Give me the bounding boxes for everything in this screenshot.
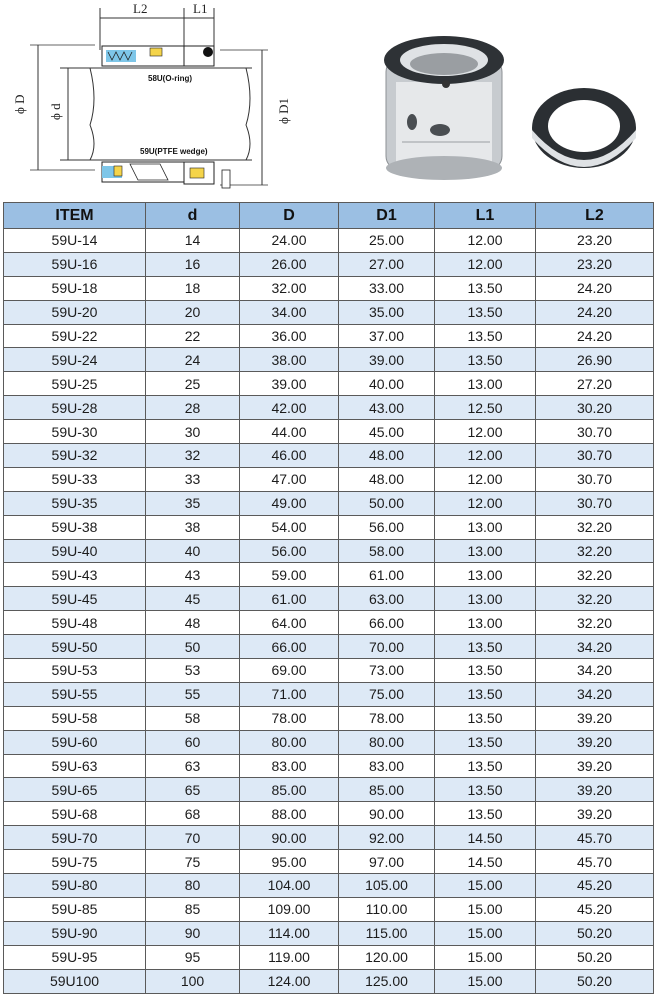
cell-d: 32 (146, 444, 240, 468)
cell-item: 59U-63 (4, 754, 146, 778)
table-row (4, 396, 654, 420)
cell-l2: 30.70 (536, 444, 654, 468)
cell-l2: 34.20 (536, 682, 654, 706)
table-row (4, 897, 654, 921)
cell-d: 80 (146, 874, 240, 898)
table-row (4, 778, 654, 802)
cell-l1: 13.50 (435, 659, 536, 683)
cell-item: 59U-70 (4, 826, 146, 850)
cell-item: 59U-68 (4, 802, 146, 826)
cell-l1: 13.50 (435, 635, 536, 659)
cell-l1: 14.50 (435, 850, 536, 874)
cell-item: 59U-53 (4, 659, 146, 683)
cell-l1: 13.50 (435, 276, 536, 300)
table-row (4, 611, 654, 635)
cell-outer-d: 64.00 (240, 611, 339, 635)
cell-outer-d: 124.00 (240, 969, 339, 993)
cell-d: 58 (146, 706, 240, 730)
cell-d: 45 (146, 587, 240, 611)
cell-d: 28 (146, 396, 240, 420)
cell-d1: 48.00 (339, 444, 435, 468)
cell-item: 59U-55 (4, 682, 146, 706)
cell-l1: 13.50 (435, 682, 536, 706)
table-row (4, 659, 654, 683)
cell-l2: 39.20 (536, 730, 654, 754)
cell-outer-d: 36.00 (240, 324, 339, 348)
cell-d: 48 (146, 611, 240, 635)
table-row (4, 754, 654, 778)
cell-d1: 40.00 (339, 372, 435, 396)
cell-l2: 30.70 (536, 491, 654, 515)
cell-l1: 13.50 (435, 730, 536, 754)
cell-d: 63 (146, 754, 240, 778)
cell-l1: 15.00 (435, 897, 536, 921)
cell-l2: 39.20 (536, 802, 654, 826)
cell-l1: 15.00 (435, 969, 536, 993)
cell-outer-d: 80.00 (240, 730, 339, 754)
cell-outer-d: 44.00 (240, 420, 339, 444)
cell-l1: 12.00 (435, 229, 536, 253)
table-row (4, 539, 654, 563)
cell-d1: 45.00 (339, 420, 435, 444)
cell-outer-d: 32.00 (240, 276, 339, 300)
cell-d1: 115.00 (339, 921, 435, 945)
product-header (0, 0, 657, 200)
cell-item: 59U-14 (4, 229, 146, 253)
table-row (4, 491, 654, 515)
cell-outer-d: 42.00 (240, 396, 339, 420)
cell-l1: 13.00 (435, 539, 536, 563)
cell-d1: 66.00 (339, 611, 435, 635)
table-row (4, 682, 654, 706)
label-phi-d1: ϕ D1 (276, 98, 291, 124)
cell-d: 43 (146, 563, 240, 587)
cell-item: 59U-24 (4, 348, 146, 372)
cell-l1: 13.00 (435, 372, 536, 396)
cell-l2: 39.20 (536, 706, 654, 730)
cell-d1: 80.00 (339, 730, 435, 754)
cell-d1: 63.00 (339, 587, 435, 611)
table-row (4, 252, 654, 276)
cell-outer-d: 38.00 (240, 348, 339, 372)
variant-top-label: 58U(O-ring) (148, 74, 192, 83)
cell-d1: 37.00 (339, 324, 435, 348)
cell-outer-d: 104.00 (240, 874, 339, 898)
cell-d1: 110.00 (339, 897, 435, 921)
cell-d: 20 (146, 300, 240, 324)
cell-d: 68 (146, 802, 240, 826)
cell-d: 50 (146, 635, 240, 659)
cell-outer-d: 26.00 (240, 252, 339, 276)
cell-item: 59U-22 (4, 324, 146, 348)
table-row (4, 372, 654, 396)
cell-d: 95 (146, 945, 240, 969)
cell-outer-d: 85.00 (240, 778, 339, 802)
cell-d1: 35.00 (339, 300, 435, 324)
table-row (4, 969, 654, 993)
header-l2: L2 (536, 203, 654, 229)
cell-d1: 73.00 (339, 659, 435, 683)
cell-item: 59U-16 (4, 252, 146, 276)
table-row (4, 467, 654, 491)
cell-l1: 13.00 (435, 587, 536, 611)
cell-l1: 12.00 (435, 467, 536, 491)
cell-d: 22 (146, 324, 240, 348)
cell-item: 59U-18 (4, 276, 146, 300)
table-row (4, 348, 654, 372)
cell-item: 59U-75 (4, 850, 146, 874)
cell-l1: 14.50 (435, 826, 536, 850)
cell-d: 70 (146, 826, 240, 850)
cell-outer-d: 69.00 (240, 659, 339, 683)
cell-item: 59U-65 (4, 778, 146, 802)
cell-d1: 56.00 (339, 515, 435, 539)
cell-outer-d: 54.00 (240, 515, 339, 539)
table-row (4, 826, 654, 850)
cell-d: 24 (146, 348, 240, 372)
cell-item: 59U-30 (4, 420, 146, 444)
table-row (4, 635, 654, 659)
cell-d: 90 (146, 921, 240, 945)
cell-l2: 32.20 (536, 587, 654, 611)
cell-d: 40 (146, 539, 240, 563)
cell-item: 59U-50 (4, 635, 146, 659)
cell-outer-d: 114.00 (240, 921, 339, 945)
cell-d1: 43.00 (339, 396, 435, 420)
table-row (4, 706, 654, 730)
label-l1: L1 (193, 1, 208, 16)
seal-product-photo (372, 18, 657, 198)
cell-d1: 92.00 (339, 826, 435, 850)
seal-cross-section-diagram (0, 0, 330, 200)
cell-l2: 23.20 (536, 229, 654, 253)
cell-d1: 120.00 (339, 945, 435, 969)
cell-outer-d: 83.00 (240, 754, 339, 778)
cell-d: 16 (146, 252, 240, 276)
cell-item: 59U-32 (4, 444, 146, 468)
cell-l1: 12.00 (435, 444, 536, 468)
cell-item: 59U-45 (4, 587, 146, 611)
cell-outer-d: 61.00 (240, 587, 339, 611)
cell-l2: 50.20 (536, 945, 654, 969)
cell-l2: 50.20 (536, 921, 654, 945)
table-row (4, 802, 654, 826)
cell-l1: 13.50 (435, 802, 536, 826)
cell-d: 35 (146, 491, 240, 515)
cell-outer-d: 56.00 (240, 539, 339, 563)
seal-dimensions-table (3, 202, 654, 994)
header-item: ITEM (4, 203, 146, 229)
cell-outer-d: 47.00 (240, 467, 339, 491)
table-header-row (4, 203, 654, 229)
cell-l2: 34.20 (536, 635, 654, 659)
header-outer-d: D (240, 203, 339, 229)
table-row (4, 921, 654, 945)
cell-d1: 39.00 (339, 348, 435, 372)
table-row (4, 300, 654, 324)
cell-l2: 32.20 (536, 611, 654, 635)
table-row (4, 324, 654, 348)
table-row (4, 444, 654, 468)
cell-l1: 13.50 (435, 778, 536, 802)
cell-outer-d: 95.00 (240, 850, 339, 874)
table-row (4, 874, 654, 898)
cell-outer-d: 88.00 (240, 802, 339, 826)
cell-d1: 85.00 (339, 778, 435, 802)
table-row (4, 587, 654, 611)
cell-l1: 12.00 (435, 252, 536, 276)
cell-d: 85 (146, 897, 240, 921)
cell-d: 18 (146, 276, 240, 300)
cell-l1: 13.50 (435, 754, 536, 778)
cell-l2: 50.20 (536, 969, 654, 993)
cell-l2: 24.20 (536, 276, 654, 300)
cell-l1: 12.00 (435, 420, 536, 444)
cell-l2: 24.20 (536, 324, 654, 348)
cell-item: 59U-80 (4, 874, 146, 898)
cell-d1: 125.00 (339, 969, 435, 993)
cell-l2: 30.70 (536, 420, 654, 444)
cell-l2: 32.20 (536, 515, 654, 539)
cell-l1: 15.00 (435, 874, 536, 898)
cell-l2: 23.20 (536, 252, 654, 276)
header-d1: D1 (339, 203, 435, 229)
cell-l2: 32.20 (536, 539, 654, 563)
cell-l2: 39.20 (536, 778, 654, 802)
cell-d1: 105.00 (339, 874, 435, 898)
cell-item: 59U-25 (4, 372, 146, 396)
cell-outer-d: 71.00 (240, 682, 339, 706)
cell-item: 59U-85 (4, 897, 146, 921)
cell-l1: 13.50 (435, 300, 536, 324)
cell-l1: 13.50 (435, 348, 536, 372)
cell-d: 53 (146, 659, 240, 683)
cell-d1: 25.00 (339, 229, 435, 253)
cell-d: 25 (146, 372, 240, 396)
cell-item: 59U-33 (4, 467, 146, 491)
cell-l2: 30.20 (536, 396, 654, 420)
cell-l2: 39.20 (536, 754, 654, 778)
cell-d: 30 (146, 420, 240, 444)
cell-item: 59U-90 (4, 921, 146, 945)
cell-outer-d: 119.00 (240, 945, 339, 969)
cell-l2: 26.90 (536, 348, 654, 372)
cell-item: 59U-58 (4, 706, 146, 730)
cell-d1: 83.00 (339, 754, 435, 778)
cell-l1: 13.00 (435, 563, 536, 587)
table-row (4, 850, 654, 874)
cell-l1: 13.50 (435, 706, 536, 730)
cell-outer-d: 24.00 (240, 229, 339, 253)
cell-l1: 13.00 (435, 515, 536, 539)
table-row (4, 730, 654, 754)
cell-outer-d: 78.00 (240, 706, 339, 730)
cell-outer-d: 109.00 (240, 897, 339, 921)
cell-d1: 50.00 (339, 491, 435, 515)
cell-l2: 45.70 (536, 826, 654, 850)
cell-l1: 13.50 (435, 324, 536, 348)
header-l1: L1 (435, 203, 536, 229)
cell-outer-d: 66.00 (240, 635, 339, 659)
cell-outer-d: 49.00 (240, 491, 339, 515)
cell-l2: 30.70 (536, 467, 654, 491)
cell-d1: 97.00 (339, 850, 435, 874)
cell-item: 59U-38 (4, 515, 146, 539)
cell-l1: 12.50 (435, 396, 536, 420)
label-phi-d-inner: ϕ d (48, 103, 63, 120)
cell-l1: 15.00 (435, 945, 536, 969)
cell-d1: 70.00 (339, 635, 435, 659)
cell-d: 100 (146, 969, 240, 993)
cell-l2: 34.20 (536, 659, 654, 683)
cell-d: 14 (146, 229, 240, 253)
cell-d1: 61.00 (339, 563, 435, 587)
cell-item: 59U-43 (4, 563, 146, 587)
cell-item: 59U-20 (4, 300, 146, 324)
table-row (4, 276, 654, 300)
cell-d1: 75.00 (339, 682, 435, 706)
cell-item: 59U-40 (4, 539, 146, 563)
cell-outer-d: 34.00 (240, 300, 339, 324)
cell-d1: 27.00 (339, 252, 435, 276)
cell-item: 59U-48 (4, 611, 146, 635)
cell-l2: 32.20 (536, 563, 654, 587)
table-row (4, 945, 654, 969)
cell-l2: 27.20 (536, 372, 654, 396)
cell-l2: 45.20 (536, 874, 654, 898)
cell-d: 60 (146, 730, 240, 754)
cell-d1: 33.00 (339, 276, 435, 300)
label-phi-d-outer: ϕ D (12, 94, 27, 114)
cell-l2: 24.20 (536, 300, 654, 324)
cell-l2: 45.70 (536, 850, 654, 874)
cell-item: 59U-60 (4, 730, 146, 754)
cell-outer-d: 59.00 (240, 563, 339, 587)
table-row (4, 563, 654, 587)
cell-item: 59U100 (4, 969, 146, 993)
cell-d: 75 (146, 850, 240, 874)
table-row (4, 515, 654, 539)
cell-outer-d: 46.00 (240, 444, 339, 468)
cell-d: 65 (146, 778, 240, 802)
cell-item: 59U-95 (4, 945, 146, 969)
cell-d: 55 (146, 682, 240, 706)
cell-l1: 15.00 (435, 921, 536, 945)
cell-l1: 12.00 (435, 491, 536, 515)
cell-d1: 48.00 (339, 467, 435, 491)
cell-d1: 78.00 (339, 706, 435, 730)
cell-l2: 45.20 (536, 897, 654, 921)
table-row (4, 420, 654, 444)
cell-outer-d: 90.00 (240, 826, 339, 850)
variant-bottom-label: 59U(PTFE wedge) (140, 147, 208, 156)
cell-d1: 90.00 (339, 802, 435, 826)
cell-item: 59U-28 (4, 396, 146, 420)
table-row (4, 229, 654, 253)
cell-d1: 58.00 (339, 539, 435, 563)
cell-d: 38 (146, 515, 240, 539)
header-d: d (146, 203, 240, 229)
cell-l1: 13.00 (435, 611, 536, 635)
label-l2: L2 (133, 1, 148, 16)
cell-outer-d: 39.00 (240, 372, 339, 396)
cell-item: 59U-35 (4, 491, 146, 515)
cell-d: 33 (146, 467, 240, 491)
